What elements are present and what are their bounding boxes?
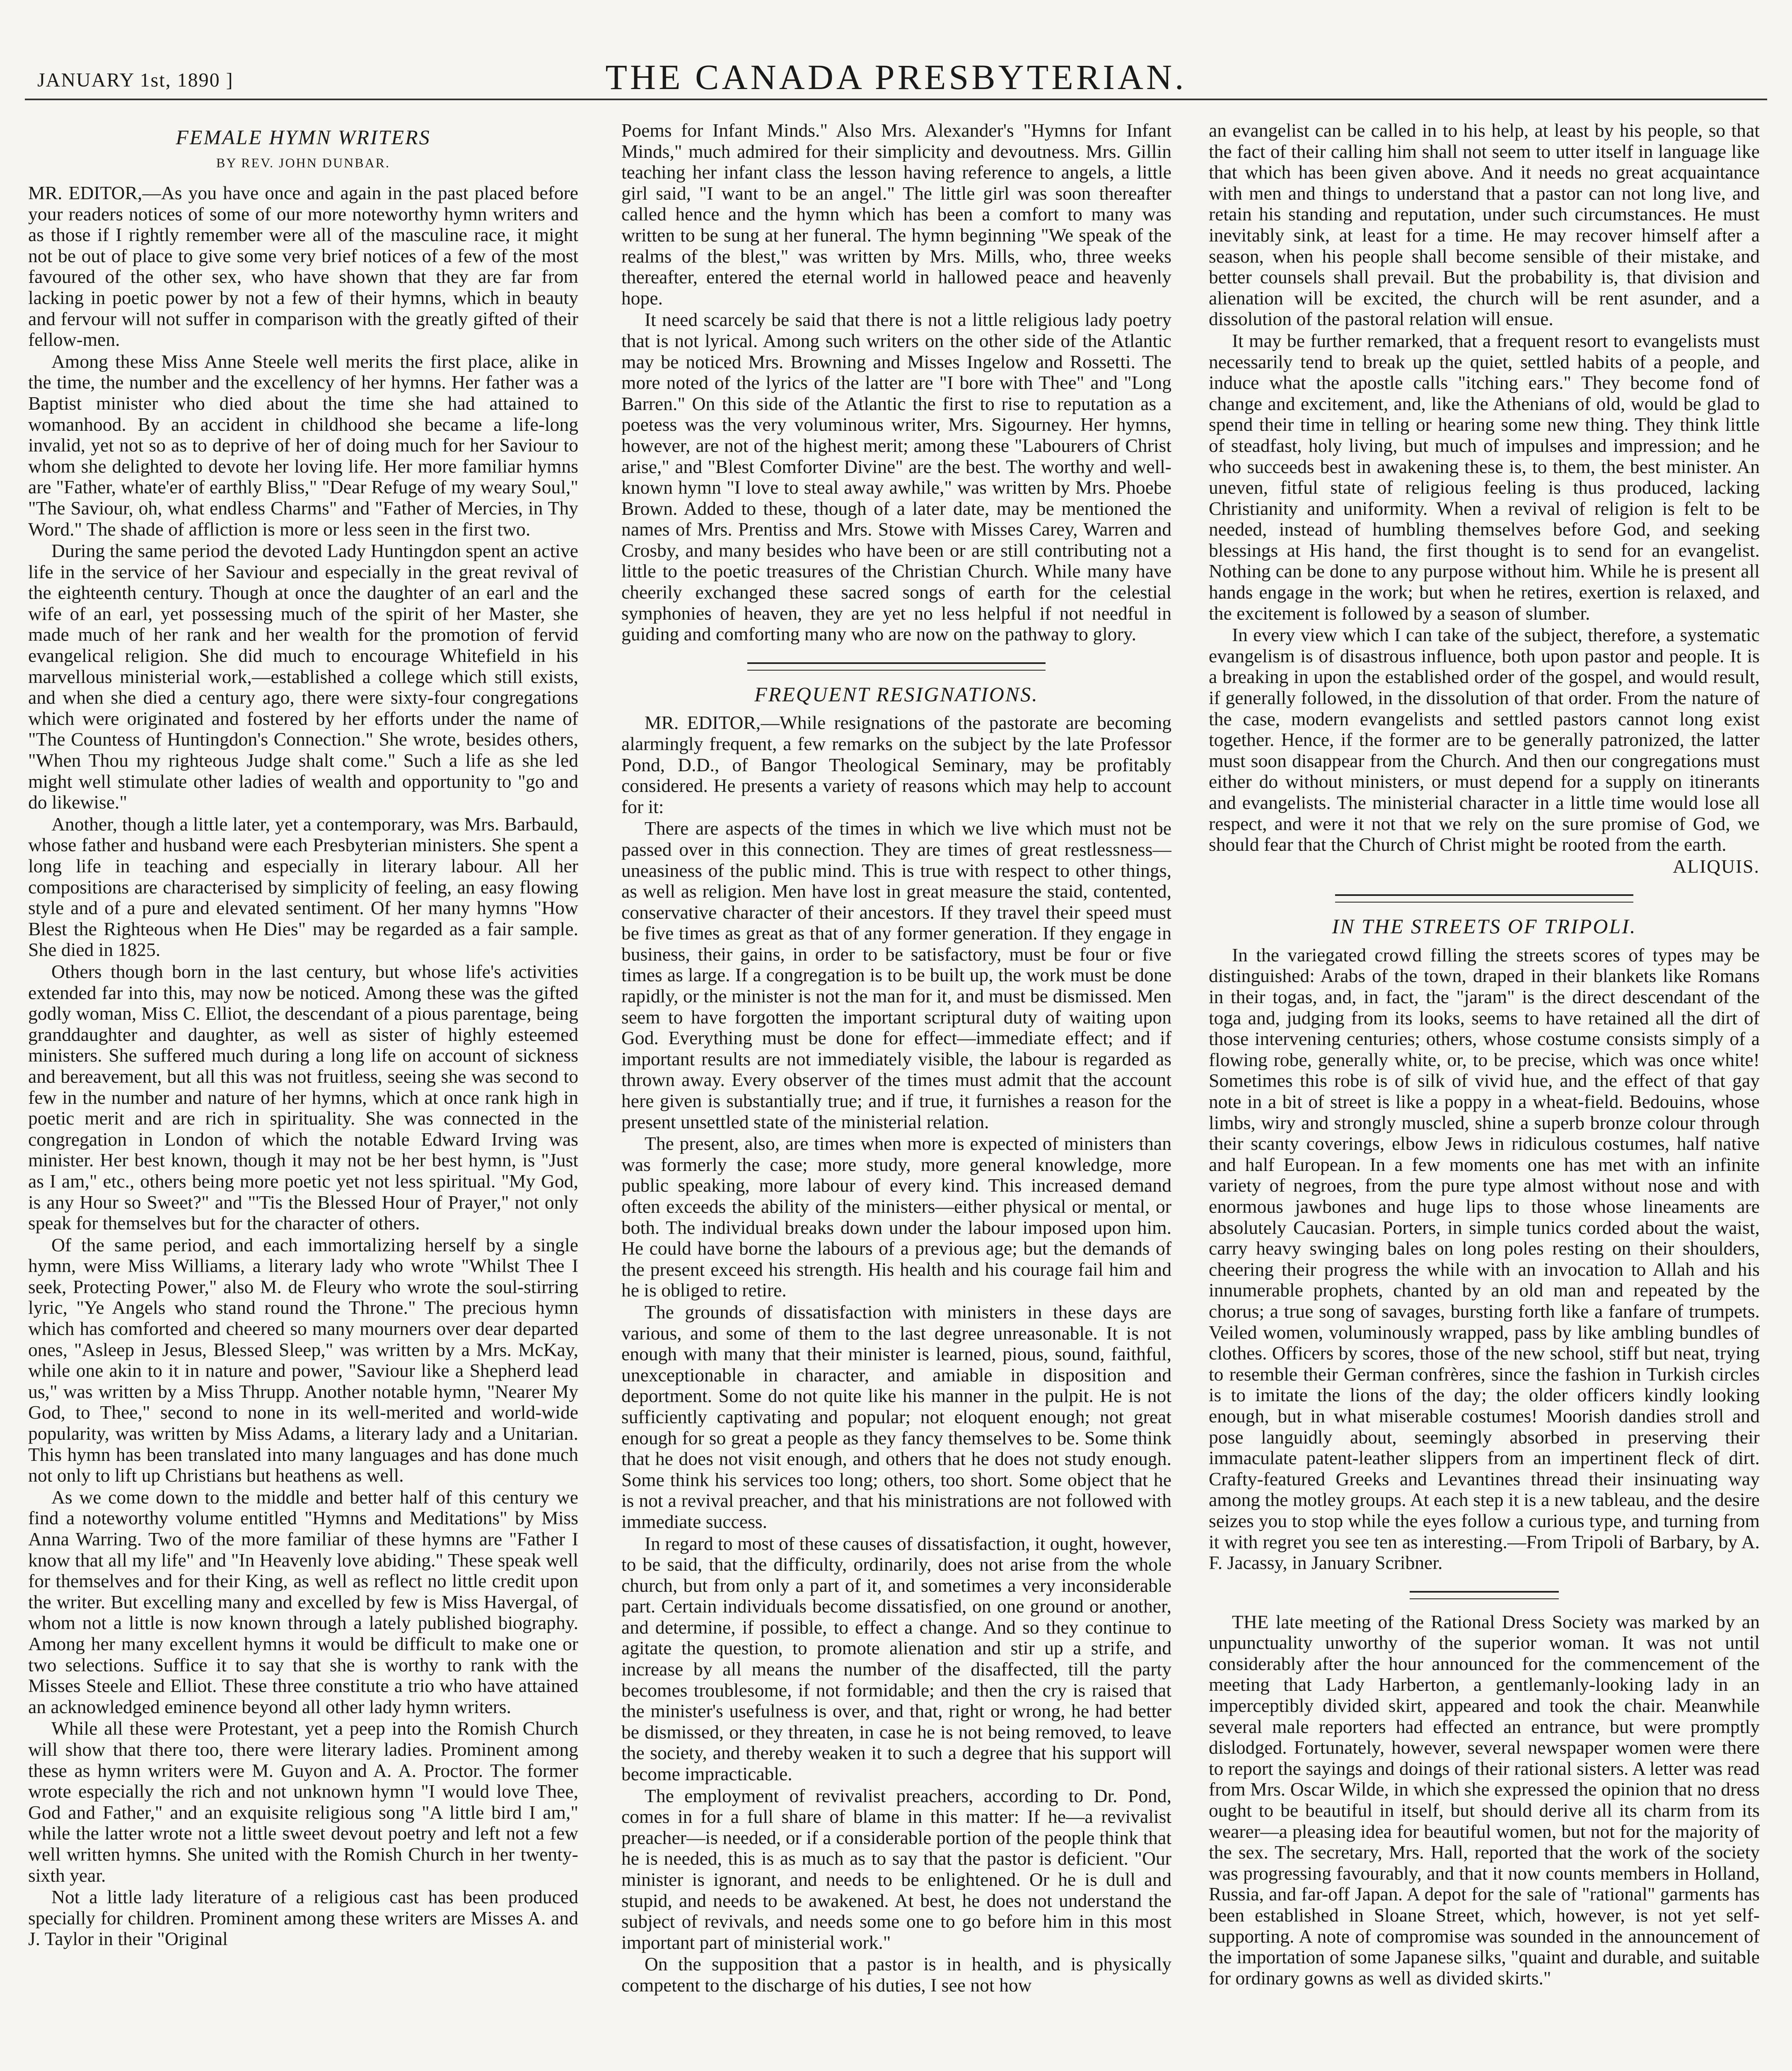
paragraph: While all these were Protestant, yet a peep into the Romish Church will show that there too, there were literary ladies. Prominent among these as hymn writers were M. Guyon and A. A. Proctor. The former wrote especially the rich and not unknown hymn "I would love Thee, God and Father," and an exquisite religious song "A little bird I am," while the latter wrote not a little sweet devout poetry and left not a few well written hymns. She united with the Romish Church in her twenty-sixth year.	[28, 1718, 578, 1886]
paragraph: Poems for Infant Minds." Also Mrs. Alexander's "Hymns for Infant Minds," much admired for their simplicity and devoutness. Mrs. Gillin teaching her infant class the lesson having reference to angels, a little girl said, "I want to be an angel." The little girl was soon thereafter called hence and the hymn which has been a comfort to many was written to be sung at her funeral. The hymn beginning "We speak of the realms of the blest," was written by Mrs. Mills, who, three weeks thereafter, entered the eternal world in hallowed peace and heavenly hope.	[621, 120, 1171, 309]
column-2	[621, 120, 1171, 2071]
column-1	[28, 120, 578, 2071]
paragraph: The grounds of dissatisfaction with ministers in these days are various, and some of them to the last degree unreasonable. It is not enough with many that their minister is learned, pious, sound, faithful, unexceptionable in character, and amiable in disposition and deportment. Some do not quite like his manner in the pulpit. He is not sufficiently captivating and popular; not eloquent enough; not great enough for so great a people as they fancy themselves to be. Some think that he does not visit enough, and others that he does not study enough. Some think his services too long; others, too short. Some object that he is not a revival preacher, and that his ministrations are not followed with immediate success.	[621, 1301, 1171, 1532]
paragraph: The employment of revivalist preachers, according to Dr. Pond, comes in for a full share of blame in this matter: If he—a revivalist preacher—is needed, or if a considerable portion of the people think that he is needed, this is as much as to say that the pastor is deficient. "Our minister is ignorant, and needs to be enlightened. Or he is dull and stupid, and needs to be awakened. At best, he does not understand the subject of revivals, and needs some one to go before him in this most important part of ministerial work."	[621, 1785, 1171, 1953]
paragraph: In regard to most of these causes of dissatisfaction, it ought, however, to be said, that the difficulty, ordinarily, does not arise from the whole church, but from only a part of it, and sometimes a very inconsiderable part. Certain individuals become dissatisfied, on one ground or another, and determine, if possible, to effect a change. And so they continue to agitate the question, to promote alienation and stir up a strife, and increase by all means the number of the disaffected, till the party becomes troublesome, if not formidable; and then the cry is raised that the minister's usefulness is over, and that, right or wrong, he had better be dismissed, or they threaten, in case he is not being removed, to leave the society, and thereby weaken it to such a degree that his support will become impracticable.	[621, 1533, 1171, 1785]
masthead-rule	[25, 99, 1767, 100]
paragraph: Not a little lady literature of a religious cast has been produced specially for children. Prominent among these writers are Misses A. and J. Taylor in their "Original	[28, 1886, 578, 1950]
article-title-hymn-writers: FEMALE HYMN WRITERS	[176, 126, 431, 149]
paragraph: Another, though a little later, yet a contemporary, was Mrs. Barbauld, whose father and husband were each Presbyterian ministers. She spent a long life in teaching and especially in literary labour. All her compositions are characterised by simplicity of feeling, an easy flowing style and of a pure and elevated sentiment. Of her many hymns "How Blest the Righteous when He Dies" may be regarded as a fair sample. She died in 1825.	[28, 813, 578, 961]
paragraph: THE late meeting of the Rational Dress Society was marked by an unpunctuality unworthy of the superior woman. It was not until considerably after the hour announced for the commencement of the meeting that Lady Harberton, a gentlemanly-looking lady in an imperceptibly divided skirt, appeared and took the chair. Meanwhile several male reporters had effected an entrance, but were promptly dislodged. Fortunately, however, several newspaper women were there to report the sayings and doings of their rational sisters. A letter was read from Mrs. Oscar Wilde, in which she expressed the opinion that no dress ought to be beautiful in itself, but should derive all its charm from its wearer—a pleasing idea for beautiful women, but not for the majority of the sex. The secretary, Mrs. Hall, reported that the work of the society was progressing favourably, and that it now counts members in Holland, Russia, and far-off Japan. A depot for the sale of "rational" garments has been established in Sloane Street, which, however, is not yet self-supporting. A note of compromise was sounded in the announcement of the importation of some Japanese silks, "quaint and durable, and suitable for ordinary gowns as well as divided skirts."	[1209, 1611, 1760, 1989]
paragraph: During the same period the devoted Lady Huntingdon spent an active life in the service of her Saviour and especially in the great revival of the eighteenth century. Though at once the daughter of an earl and the wife of an earl, yet possessing much of the spirit of her Master, she made much of her rank and her wealth for the promotion of fervid evangelical religion. She did much to encourage Whitefield in his marvellous ministerial work,—established a college which still exists, and when she died a century ago, there were sixty-four congregations which were originated and fostered by her efforts under the name of "The Countess of Huntingdon's Connection." She wrote, besides others, "When Thou my righteous Judge shalt come." Such a life as she led might well stimulate other ladies of wealth and opportunity to "go and do likewise."	[28, 540, 578, 813]
section-divider	[1335, 894, 1633, 903]
section-divider	[1410, 1591, 1559, 1599]
article-title-resignations: FREQUENT RESIGNATIONS.	[754, 682, 1038, 706]
paragraph: Of the same period, and each immortalizing herself by a single hymn, were Miss Williams, a literary lady who wrote "Whilst Thee I seek, Protecting Power," also M. de Fleury who wrote the soul-stirring lyric, "Ye Angels who stand round the Throne." The precious hymn which has comforted and cheered so many mourners over dear departed ones, "Asleep in Jesus, Blessed Sleep," was written by a Mrs. McKay, while one akin to it in nature and power, "Saviour like a Shepherd lead us," was written by a Miss Thrupp. Another notable hymn, "Nearer My God, to Thee," second to none in its well-merited and world-wide popularity, was written by Miss Adams, a literary lady and a Unitarian. This hymn has been translated into many languages and has done much not only to lift up Christians but heathens as well.	[28, 1234, 578, 1486]
section-divider	[747, 662, 1046, 671]
paragraph: In the variegated crowd filling the streets scores of types may be distinguished: Arabs of the town, draped in their blankets like Romans in their togas, and, in fact, the "jaram" is the direct descendant of the toga and, judging from its looks, seems to have retained all the dirt of those intervening centuries; others, whose costume consists simply of a flowing robe, generally white, or, to be precise, which was once white! Sometimes this robe is of silk of vivid hue, and the effect of that gay note in a bit of street is like a poppy in a wheat-field. Bedouins, whose limbs, wiry and strongly muscled, shine a superb bronze colour through their scanty coverings, elbow Jews in ridiculous costumes, half native and half European. In a few moments one has met with an infinite variety of negroes, from the pure type almost without nose and with enormous jawbones and huge lips to those whose lineaments are absolutely Caucasian. Porters, in simple tunics corded about the waist, carry heavy swinging bales on long poles resting on their shoulders, cheering their progress the while with an invocation to Allah and his innumerable prophets, chanted by an old man and repeated by the chorus; a true song of savages, bursting forth like a fanfare of trumpets. Veiled women, voluminously wrapped, pass by like ambling bundles of clothes. Officers by scores, those of the new school, stiff but neat, trying to resemble their German confrères, since the fashion in Turkish circles is to imitate the lions of the day; the older officers kindly looking enough, but in what miserable costumes! Moorish dandies stroll and pose languidly about, seemingly absorbed in preserving their immaculate patent-leather slippers from an impertinent fleck of dirt. Crafty-featured Greeks and Levantines thread their insinuating way among the motley groups. At each step it is a new tableau, and the desire seizes you to stop while the eyes follow a curious type, and turning from it with regret you see ten as interesting.—From Tripoli of Barbary, by A. F. Jacassy, in January Scribner.	[1209, 944, 1760, 1574]
paragraph: In every view which I can take of the subject, therefore, a systematic evangelism is of disastrous influence, both upon pastor and people. It is a breaking in upon the established order of the gospel, and would result, if generally followed, in the dissolution of that order. From the nature of the case, modern evangelists and settled pastors cannot long exist together. Hence, if the former are to be generally patronized, the latter must soon disappear from the Church. And then our congregations must either do without ministers, or must depend for a supply on itinerants and evangelists. The ministerial character in a little time would lose all respect, and were it not that we rely on the sure promise of God, we should fear that the Church of Christ might be rooted from the earth.	[1209, 624, 1760, 855]
paragraph: MR. EDITOR,—As you have once and again in the past placed before your readers notices of some of our more noteworthy hymn writers and as those if I rightly remember were all of the masculine race, it might not be out of place to give some very brief notices of a few of the most favoured of the other sex, who have shown that they are far from lacking in poetic power by not a few of their hymns, which in beauty and fervour will not suffer in comparison with the greatly gifted of their fellow-men.	[28, 182, 578, 350]
paragraph: MR. EDITOR,—While resignations of the pastorate are becoming alarmingly frequent, a few remarks on the subject by the late Professor Pond, D.D., of Bangor Theological Seminary, may be profitably considered. He presents a variety of reasons which may help to account for it:	[621, 712, 1171, 817]
paragraph: On the supposition that a pastor is in health, and is physically competent to the discharge of his duties, I see not how	[621, 1953, 1171, 1996]
newspaper-title: THE CANADA PRESBYTERIAN.	[605, 57, 1187, 97]
column-3	[1209, 120, 1760, 2071]
paragraph: There are aspects of the times in which we live which must not be passed over in this connection. They are times of great restlessness—uneasiness of the public mind. This is true with respect to other things, as well as religion. Men have lost in great measure the staid, contented, conservative character of their ancestors. If they travel their speed must be five times as great as that of any former generation. If they engage in business, their gains, in order to be satisfactory, must be four or five times as large. If a congregation is to be built up, the work must be done rapidly, or the minister is not the man for it, and must be dismissed. Men seem to have forgotten the important scriptural duty of waiting upon God. Everything must be done for effect—immediate effect; and if important results are not immediately visible, the labour is regarded as thrown away. Every observer of the times must admit that the account here given is substantially true; and if true, it furnishes a reason for the present unsettled state of the ministerial relation.	[621, 818, 1171, 1132]
paragraph: It need scarcely be said that there is not a little religious lady poetry that is not lyrical. Among such writers on the other side of the Atlantic may be noticed Mrs. Browning and Misses Ingelow and Rossetti. The more noted of the lyrics of the latter are "I bore with Thee" and "Long Barren." On this side of the Atlantic the first to rise to reputation as a poetess was the very voluminous writer, Mrs. Sigourney. Her hymns, however, are not of the highest merit; among these "Labourers of Christ arise," and "Blest Comforter Divine" are the best. The worthy and well-known hymn "I love to steal away awhile," was written by Mrs. Phoebe Brown. Added to these, though of a later date, may be mentioned the names of Mrs. Prentiss and Mrs. Stowe with Misses Carey, Warren and Crosby, and many besides who have been or are still contributing not a little to the poetic treasures of the Christian Church. While many have cheerily exchanged these sacred songs of earth for the celestial symphonies of heaven, they are yet no less helpful if not needful in guiding and comforting many who are now on the pathway to glory.	[621, 309, 1171, 645]
paragraph: It may be further remarked, that a frequent resort to evangelists must necessarily tend to break up the quiet, settled habits of a people, and induce what the apostle calls "itching ears." They become fond of change and excitement, and, like the Athenians of old, would be glad to spend their time in telling or hearing some new thing. They think little of steadfast, holy living, but much of impulses and impression; and he who succeeds best in awakening these is, to them, the best minister. An uneven, fitful state of religious feeling is thus produced, lacking Christianity and uniformity. When a revival of religion is felt to be needed, instead of humbling themselves before God, and seeking blessings at His hand, the first thought is to send for an evangelist. Nothing can be done to any purpose without him. While he is present all hands engage in the work; but when he retires, exertion is relaxed, and the excitement is followed by a season of slumber.	[1209, 330, 1760, 624]
article-signature: ALIQUIS.	[1673, 855, 1760, 877]
paragraph: The present, also, are times when more is expected of ministers than was formerly the case; more study, more general knowledge, more public speaking, more labour of every kind. This increased demand often exceeds the ability of the ministers—either physical or mental, or both. The individual breaks down under the labour imposed upon him. He could have borne the labours of a previous age; but the demands of the present exceed his strength. His health and his courage fail him and he is obliged to retire.	[621, 1133, 1171, 1301]
paragraph: an evangelist can be called in to his help, at least by his people, so that the fact of their calling him shall not seem to utter itself in language like that which has been given above. And it needs no great acquaintance with men and things to understand that a pastor can not long live, and retain his standing and reputation, under such circumstances. He must inevitably sink, at least for a time. He may recover himself after a season, when his people shall become sensible of their mistake, and better counsels shall prevail. But the probability is, that division and alienation will be excited, the church will be rent asunder, and a dissolution of the pastoral relation will ensue.	[1209, 120, 1760, 330]
article-byline: BY REV. JOHN DUNBAR.	[216, 155, 391, 170]
paragraph: As we come down to the middle and better half of this century we find a noteworthy volume entitled "Hymns and Meditations" by Miss Anna Warring. Two of the more familiar of these hymns are "Father I know that all my life" and "In Heavenly love abiding." These speak well for themselves and for their King, as well as reflect no little credit upon the writer. But excelling many and excelled by few is Miss Havergal, of whom not a little is now known through a lately published biography. Among her many excellent hymns it would be difficult to make one or two selections. Suffice it to say that she is worthy to rank with the Misses Steele and Elliot. These three constitute a trio who have attained an acknowledged eminence beyond all other lady hymn writers.	[28, 1486, 578, 1717]
paragraph: Among these Miss Anne Steele well merits the first place, alike in the time, the number and the excellency of her hymns. Her father was a Baptist minister who died about the time she had attained to womanhood. By an accident in childhood she became a life-long invalid, yet not so as to deprive of her of doing much for her Saviour to whom she delighted to devote her loving life. Her more familiar hymns are "Father, whate'er of earthly Bliss," "Dear Refuge of my weary Soul," "The Saviour, oh, what endless Charms" and "Father of Mercies, in Thy Word." The shade of affliction is more or less seen in the first two.	[28, 350, 578, 540]
article-title-tripoli: IN THE STREETS OF TRIPOLI.	[1332, 915, 1637, 938]
paragraph: Others though born in the last century, but whose life's activities extended far into this, may now be noticed. Among these was the gifted godly woman, Miss C. Elliot, the descendant of a pious parentage, being granddaughter and daughter, as well as sister of highly esteemed ministers. She suffered much during a long life on account of sickness and bereavement, but all this was not fruitless, seeing she was second to few in the number and nature of her hymns, which at once rank high in poetic merit and are rich in spirituality. She was connected in the congregation in London of which the notable Edward Irving was minister. Her best known, though it may not be her best hymn, is "Just as I am," etc., others being more poetic yet not less spiritual. "My God, is any Hour so Sweet?" and "'Tis the Blessed Hour of Prayer," not only speak for themselves but for the character of others.	[28, 961, 578, 1234]
issue-date: JANUARY 1st, 1890 ]	[37, 69, 234, 91]
masthead	[25, 49, 1767, 97]
